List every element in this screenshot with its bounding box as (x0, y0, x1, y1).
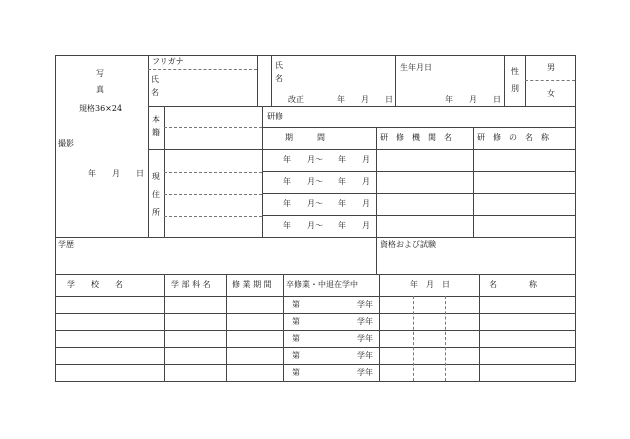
training-col-2 (473, 127, 474, 237)
bottom-col-3 (283, 274, 284, 381)
gender-male: 男 (547, 63, 555, 72)
bottom-col-school: 学 校 名 (67, 280, 123, 289)
grade-row-1-prefix: 第 (292, 300, 300, 309)
training-title-bottom (262, 127, 575, 128)
furigana-label: フリガナ (152, 57, 184, 66)
bottom-row-2 (55, 330, 575, 331)
photo-taken: 撮影 (58, 139, 74, 148)
name2-label-2: 名 (275, 74, 283, 83)
application-form (55, 55, 575, 381)
grade-row-4-suffix: 学年 (357, 351, 373, 360)
education-title: 学歴 (58, 240, 74, 249)
border-bottom (55, 381, 576, 382)
training-row-1-to: 年 月 (338, 155, 370, 164)
grade-row-5-prefix: 第 (292, 368, 300, 377)
grade-row-1-suffix: 学年 (357, 300, 373, 309)
photo-date: 年 月 日 (88, 169, 144, 178)
name-label-1: 氏 (151, 75, 159, 84)
training-col-name: 研 修 の 名 称 (477, 133, 549, 142)
name-label-2: 名 (151, 88, 159, 97)
gender-label-1: 性 (511, 67, 519, 76)
border-top (55, 55, 576, 56)
bottom-col-department: 学 部 科 名 (171, 280, 211, 289)
training-row-2-from: 年 月〜 (283, 177, 323, 186)
address-dashed-1 (164, 172, 262, 173)
domicile-bottom (148, 149, 262, 150)
birth-date: 年 月 日 (445, 95, 501, 104)
domicile-dashed (164, 127, 262, 128)
name2-label-1: 氏 (275, 61, 283, 70)
training-row-4 (262, 215, 575, 216)
training-row-3-from: 年 月〜 (283, 199, 323, 208)
name-divider-1 (257, 55, 258, 106)
grade-row-2-prefix: 第 (292, 317, 300, 326)
education-top (55, 237, 575, 238)
name-divider-4 (504, 55, 505, 106)
bottom-col-date: 年 月 日 (410, 280, 450, 289)
education-divider (376, 237, 377, 274)
bottom-table-header-bottom (55, 296, 575, 297)
qualifications-title: 資格および試験 (380, 240, 436, 249)
grade-row-4-prefix: 第 (292, 351, 300, 360)
birth-label: 生年月日 (400, 63, 432, 72)
grade-row-2-suffix: 学年 (357, 317, 373, 326)
name-row-bottom (148, 106, 575, 107)
border-right (575, 55, 576, 382)
revised-label: 改正 (288, 95, 304, 104)
address-dashed-2 (164, 194, 262, 195)
revised-date: 年 月 日 (337, 95, 393, 104)
gender-label-2: 別 (511, 84, 519, 93)
furigana-dashed-line (148, 69, 257, 70)
name-divider-3 (395, 55, 396, 106)
domicile-label-1: 本 (152, 115, 160, 124)
bottom-row-3 (55, 347, 575, 348)
address-label-3: 所 (152, 208, 160, 217)
date-dashed-1 (413, 296, 414, 381)
photo-size: 規格36×24 (79, 104, 123, 113)
domicile-label-2: 籍 (152, 128, 160, 137)
border-left (55, 55, 56, 382)
bottom-col-status: 卒修業・中退在学中 (286, 280, 358, 289)
gender-female: 女 (547, 89, 555, 98)
training-row-2-to: 年 月 (338, 177, 370, 186)
grade-row-5-suffix: 学年 (357, 368, 373, 377)
bottom-row-4 (55, 364, 575, 365)
address-dashed-3 (164, 216, 262, 217)
bottom-col-4 (379, 274, 380, 381)
photo-label-1: 写 (96, 69, 104, 78)
training-col-1 (376, 127, 377, 237)
bottom-col-name: 名 称 (489, 280, 537, 289)
address-label-1: 現 (152, 172, 160, 181)
grade-row-3-suffix: 学年 (357, 334, 373, 343)
training-title: 研修 (267, 112, 283, 121)
training-row-1 (262, 149, 575, 150)
name-divider-2 (271, 55, 272, 106)
training-row-3-to: 年 月 (338, 199, 370, 208)
photo-label-2: 真 (96, 85, 104, 94)
grade-row-3-prefix: 第 (292, 334, 300, 343)
training-col-institution: 研 修 機 関 名 (380, 133, 452, 142)
photo-divider (148, 55, 149, 237)
bottom-col-period: 修 業 期 間 (232, 280, 272, 289)
training-col-period: 期 間 (285, 133, 325, 142)
address-label-2: 住 (152, 190, 160, 199)
training-row-2 (262, 171, 575, 172)
bottom-col-5 (479, 274, 480, 381)
gender-dashed-line (525, 80, 575, 81)
training-row-4-to: 年 月 (338, 221, 370, 230)
bottom-col-2 (226, 274, 227, 381)
training-row-4-from: 年 月〜 (283, 221, 323, 230)
training-row-1-from: 年 月〜 (283, 155, 323, 164)
bottom-col-1 (164, 274, 165, 381)
bottom-table-top (55, 274, 575, 275)
date-dashed-2 (445, 296, 446, 381)
training-row-3 (262, 193, 575, 194)
bottom-row-1 (55, 313, 575, 314)
